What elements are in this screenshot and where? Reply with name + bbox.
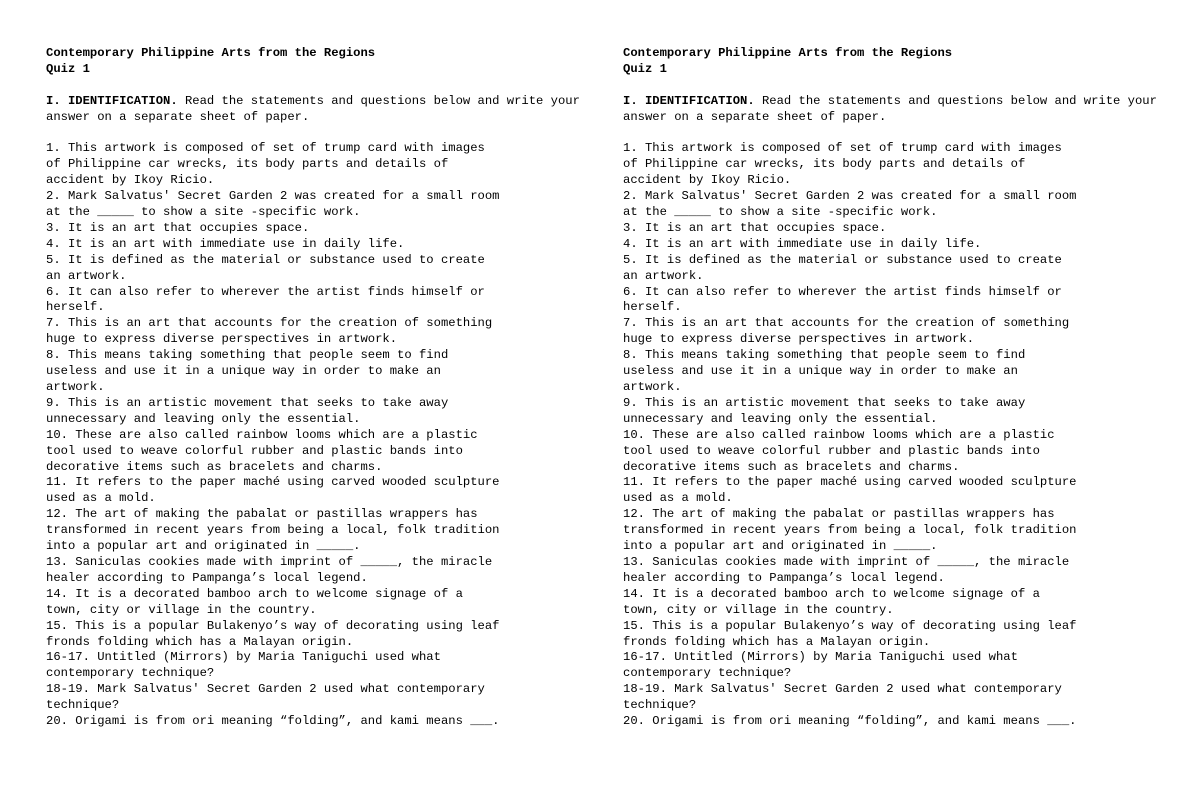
question-line: town, city or village in the country. (46, 602, 317, 617)
question-item (46, 650, 586, 682)
question-line: 18-19. Mark Salvatus' Secret Garden 2 used what contemporary (623, 682, 1062, 697)
question-line: 16-17. Untitled (Mirrors) by Maria Taniguchi used what (623, 650, 1018, 665)
question-item (46, 475, 586, 507)
question-line: 10. These are also called rainbow looms which are a plastic (623, 427, 1055, 442)
question-line: unnecessary and leaving only the essential. (46, 411, 361, 426)
question-item (46, 555, 586, 587)
question-line: contemporary technique? (623, 666, 792, 681)
question-item (623, 221, 1163, 237)
question-item (46, 714, 586, 730)
question-line: herself. (46, 300, 105, 315)
question-item (623, 507, 1163, 555)
question-line: 12. The art of making the pabalat or pastillas wrappers has (46, 507, 478, 522)
question-line: tool used to weave colorful rubber and plastic bands into (46, 443, 463, 458)
question-line: tool used to weave colorful rubber and plastic bands into (623, 443, 1040, 458)
question-line: 14. It is a decorated bamboo arch to welcome signage of a (623, 586, 1040, 601)
spacer (46, 126, 586, 142)
question-line: 18-19. Mark Salvatus' Secret Garden 2 used what contemporary (46, 682, 485, 697)
question-line: 6. It can also refer to wherever the artist finds himself or (46, 284, 485, 299)
question-line: 9. This is an artistic movement that seeks to take away (623, 395, 1026, 410)
question-item (46, 587, 586, 619)
question-line: accident by Ikoy Ricio. (623, 173, 792, 188)
question-item (623, 555, 1163, 587)
quiz-header (623, 46, 1163, 78)
question-line: 5. It is defined as the material or substance used to create (623, 252, 1062, 267)
question-line: fronds folding which has a Malayan origin. (46, 634, 354, 649)
question-line: 11. It refers to the paper maché using carved wooded sculpture (46, 475, 500, 490)
question-line: useless and use it in a unique way in order to make an (46, 364, 441, 379)
question-line: 2. Mark Salvatus' Secret Garden 2 was created for a small room (46, 189, 500, 204)
question-line: 15. This is a popular Bulakenyo’s way of decorating using leaf (623, 618, 1077, 633)
question-line: transformed in recent years from being a local, folk tradition (46, 523, 500, 538)
instructions-text: Read the statements and questions below and write your answer on a separate sheet of paper. (623, 93, 1157, 124)
question-line: 12. The art of making the pabalat or pastillas wrappers has (623, 507, 1055, 522)
question-line: unnecessary and leaving only the essential. (623, 411, 938, 426)
quiz-title: Contemporary Philippine Arts from the Regions (46, 46, 376, 60)
question-item (623, 316, 1163, 348)
quiz-subtitle: Quiz 1 (46, 61, 90, 76)
question-line: 10. These are also called rainbow looms which are a plastic (46, 427, 478, 442)
question-line: 13. Saniculas cookies made with imprint of _____, the miracle (623, 554, 1070, 569)
question-line: 20. Origami is from ori meaning “folding”, and kami means ___. (623, 714, 1077, 729)
question-line: decorative items such as bracelets and charms. (623, 459, 960, 474)
question-item (46, 619, 586, 651)
question-item (623, 189, 1163, 221)
question-line: at the _____ to show a site -specific work. (46, 205, 361, 220)
question-line: 1. This artwork is composed of set of trump card with images (623, 141, 1062, 156)
question-item (623, 285, 1163, 317)
question-item (623, 650, 1163, 682)
quiz-title: Contemporary Philippine Arts from the Regions (623, 46, 953, 60)
question-item (623, 682, 1163, 714)
question-item (46, 253, 586, 285)
question-line: huge to express diverse perspectives in artwork. (46, 332, 398, 347)
question-line: artwork. (623, 380, 682, 394)
question-line: transformed in recent years from being a local, folk tradition (623, 523, 1077, 538)
instructions (46, 94, 586, 126)
question-item (46, 348, 586, 396)
question-item (46, 285, 586, 317)
question-line: town, city or village in the country. (623, 602, 894, 617)
question-line: an artwork. (46, 268, 127, 283)
question-item (623, 237, 1163, 253)
question-line: 6. It can also refer to wherever the artist finds himself or (623, 284, 1062, 299)
question-list (46, 141, 586, 730)
question-line: 3. It is an art that occupies space. (623, 220, 887, 235)
question-line: an artwork. (623, 268, 704, 283)
question-line: 16-17. Untitled (Mirrors) by Maria Taniguchi used what (46, 650, 441, 665)
question-line: artwork. (46, 380, 105, 394)
question-item (46, 141, 586, 189)
question-item (46, 221, 586, 237)
question-line: at the _____ to show a site -specific work. (623, 205, 938, 220)
question-item (46, 428, 586, 476)
question-line: 1. This artwork is composed of set of trump card with images (46, 141, 485, 156)
question-line: into a popular art and originated in _____. (623, 539, 938, 554)
question-line: useless and use it in a unique way in order to make an (623, 364, 1018, 379)
question-line: of Philippine car wrecks, its body parts and details of (623, 157, 1026, 172)
question-line: 14. It is a decorated bamboo arch to welcome signage of a (46, 586, 463, 601)
instructions (623, 94, 1163, 126)
quiz-sheet-right (623, 46, 1163, 730)
question-item (623, 714, 1163, 730)
question-item (623, 428, 1163, 476)
question-line: technique? (623, 698, 697, 713)
question-line: 15. This is a popular Bulakenyo’s way of decorating using leaf (46, 618, 500, 633)
question-line: used as a mold. (46, 491, 156, 506)
question-line: herself. (623, 300, 682, 315)
question-line: fronds folding which has a Malayan origin. (623, 634, 931, 649)
quiz-subtitle: Quiz 1 (623, 61, 667, 76)
question-item (623, 348, 1163, 396)
question-line: 4. It is an art with immediate use in daily life. (46, 236, 405, 251)
question-line: into a popular art and originated in _____. (46, 539, 361, 554)
question-line: 5. It is defined as the material or substance used to create (46, 252, 485, 267)
question-line: 7. This is an art that accounts for the creation of something (46, 316, 493, 331)
question-line: 9. This is an artistic movement that seeks to take away (46, 395, 449, 410)
quiz-sheet-left (46, 46, 586, 730)
question-line: 2. Mark Salvatus' Secret Garden 2 was created for a small room (623, 189, 1077, 204)
question-line: used as a mold. (623, 491, 733, 506)
question-line: accident by Ikoy Ricio. (46, 173, 215, 188)
question-line: healer according to Pampanga’s local legend. (46, 570, 368, 585)
question-item (46, 316, 586, 348)
question-item (623, 141, 1163, 189)
question-item (623, 475, 1163, 507)
question-item (623, 587, 1163, 619)
question-item (46, 189, 586, 221)
question-line: 11. It refers to the paper maché using carved wooded sculpture (623, 475, 1077, 490)
question-line: huge to express diverse perspectives in artwork. (623, 332, 975, 347)
spacer (623, 126, 1163, 142)
question-item (623, 396, 1163, 428)
question-item (46, 682, 586, 714)
question-item (46, 507, 586, 555)
question-line: of Philippine car wrecks, its body parts and details of (46, 157, 449, 172)
question-line: 8. This means taking something that people seem to find (46, 348, 449, 363)
question-list (623, 141, 1163, 730)
question-line: contemporary technique? (46, 666, 215, 681)
instructions-text: Read the statements and questions below and write your answer on a separate sheet of paper. (46, 93, 580, 124)
question-line: 3. It is an art that occupies space. (46, 220, 310, 235)
question-line: 8. This means taking something that people seem to find (623, 348, 1026, 363)
quiz-header (46, 46, 586, 78)
question-line: healer according to Pampanga’s local legend. (623, 570, 945, 585)
question-line: 20. Origami is from ori meaning “folding”, and kami means ___. (46, 714, 500, 729)
section-label: I. IDENTIFICATION. (623, 93, 755, 108)
spacer (46, 78, 586, 94)
question-item (623, 619, 1163, 651)
question-item (46, 237, 586, 253)
question-line: 13. Saniculas cookies made with imprint of _____, the miracle (46, 554, 493, 569)
question-line: 4. It is an art with immediate use in daily life. (623, 236, 982, 251)
question-line: decorative items such as bracelets and charms. (46, 459, 383, 474)
section-label: I. IDENTIFICATION. (46, 93, 178, 108)
spacer (623, 78, 1163, 94)
question-item (623, 253, 1163, 285)
question-line: 7. This is an art that accounts for the creation of something (623, 316, 1070, 331)
question-line: technique? (46, 698, 120, 713)
question-item (46, 396, 586, 428)
